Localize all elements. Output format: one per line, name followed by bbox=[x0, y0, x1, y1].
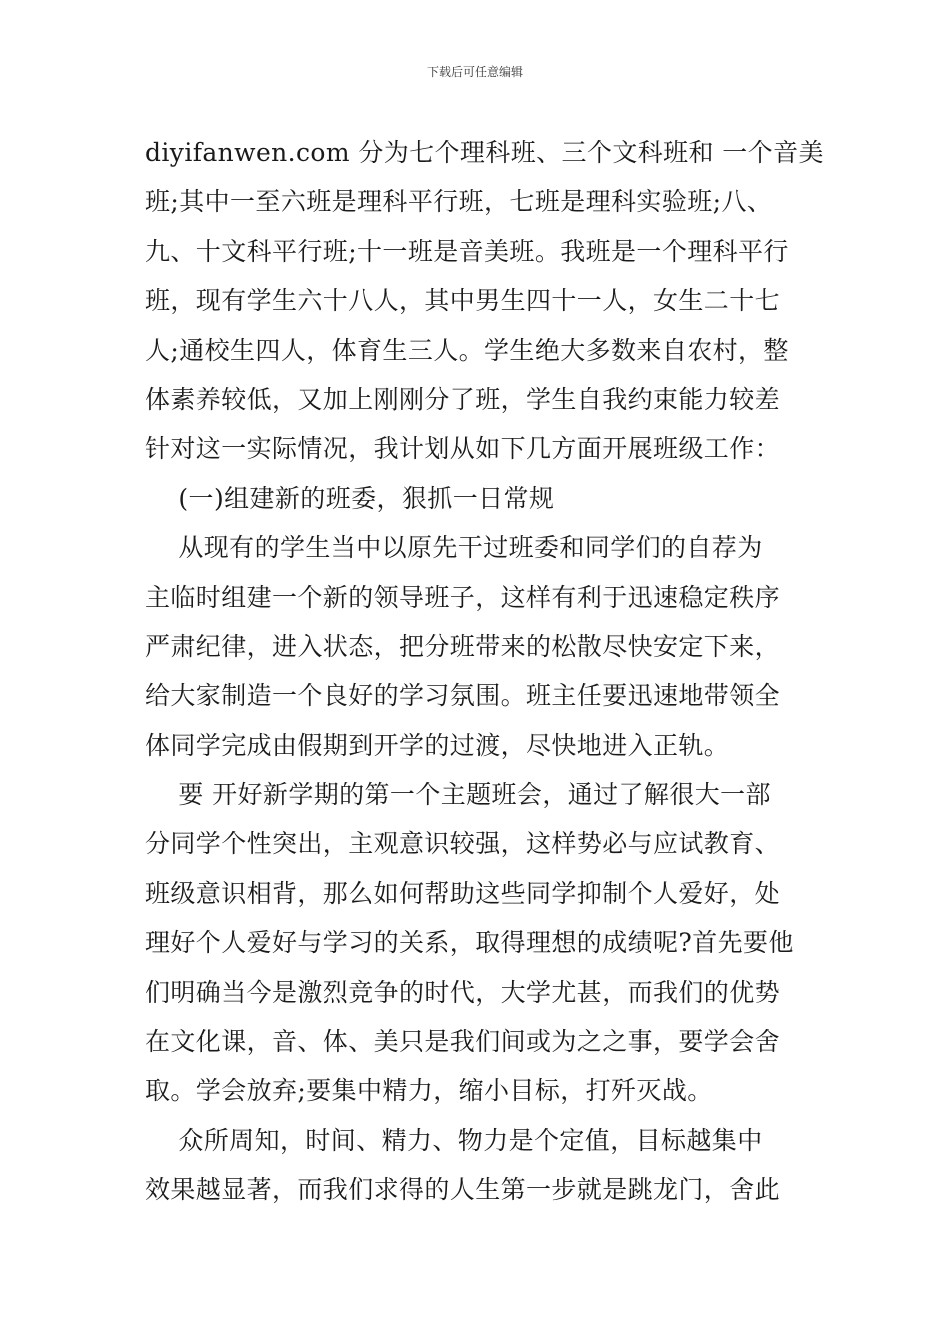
text-line: 们明确当今是激烈竞争的时代，大学尤甚，而我们的优势 bbox=[145, 977, 781, 1007]
text-line: 九、十文科平行班;十一班是音美班。我班是一个理科平行 bbox=[145, 236, 789, 266]
text-line: 体同学完成由假期到开学的过渡，尽快地进入正轨。 bbox=[145, 730, 730, 760]
text-line: 分同学个性突出，主观意识较强，这样势必与应试教育、 bbox=[145, 829, 781, 859]
document-body bbox=[145, 128, 824, 1215]
section-heading: (一)组建新的班委，狠抓一日常规 bbox=[145, 483, 555, 513]
text-line: 班级意识相背，那么如何帮助这些同学抑制个人爱好，处 bbox=[145, 878, 781, 908]
text-line: 在文化课，音、体、美只是我们间或为之之事，要学会舍 bbox=[145, 1027, 781, 1057]
text-line: 体素养较低，又加上刚刚分了班，学生自我约束能力较差 bbox=[145, 384, 781, 414]
text-line: 班，现有学生六十八人，其中男生四十一人，女生二十七 bbox=[145, 286, 781, 316]
text-line: 要 开好新学期的第一个主题班会，通过了解很大一部 bbox=[145, 780, 771, 810]
text-line: diyifanwen.com 分为七个理科班、三个文科班和 一个音美 bbox=[145, 138, 824, 167]
text-line: 效果越显著，而我们求得的人生第一步就是跳龙门，舍此 bbox=[145, 1175, 781, 1205]
text-line: 给大家制造一个良好的学习氛围。班主任要迅速地带领全 bbox=[145, 681, 781, 711]
text-line: 取。学会放弃;要集中精力，缩小目标，打歼灭战。 bbox=[145, 1076, 713, 1106]
text-line: 众所周知，时间、精力、物力是个定值，目标越集中 bbox=[145, 1125, 763, 1155]
text-line: 主临时组建一个新的领导班子，这样有利于迅速稳定秩序 bbox=[145, 582, 781, 612]
text-line: 从现有的学生当中以原先干过班委和同学们的自荐为 bbox=[145, 533, 763, 563]
text-line: 班;其中一至六班是理科平行班，七班是理科实验班;八、 bbox=[145, 187, 773, 217]
text-line: 严肃纪律，进入状态，把分班带来的松散尽快安定下来， bbox=[145, 631, 781, 661]
text-line: 针对这一实际情况，我计划从如下几方面开展班级工作： bbox=[145, 434, 781, 464]
text-line: 理好个人爱好与学习的关系，取得理想的成绩呢?首先要他 bbox=[145, 928, 794, 958]
page-header: 下载后可任意编辑 bbox=[426, 65, 523, 79]
text-line: 人;通校生四人，体育生三人。学生绝大多数来自农村，整 bbox=[145, 335, 789, 365]
